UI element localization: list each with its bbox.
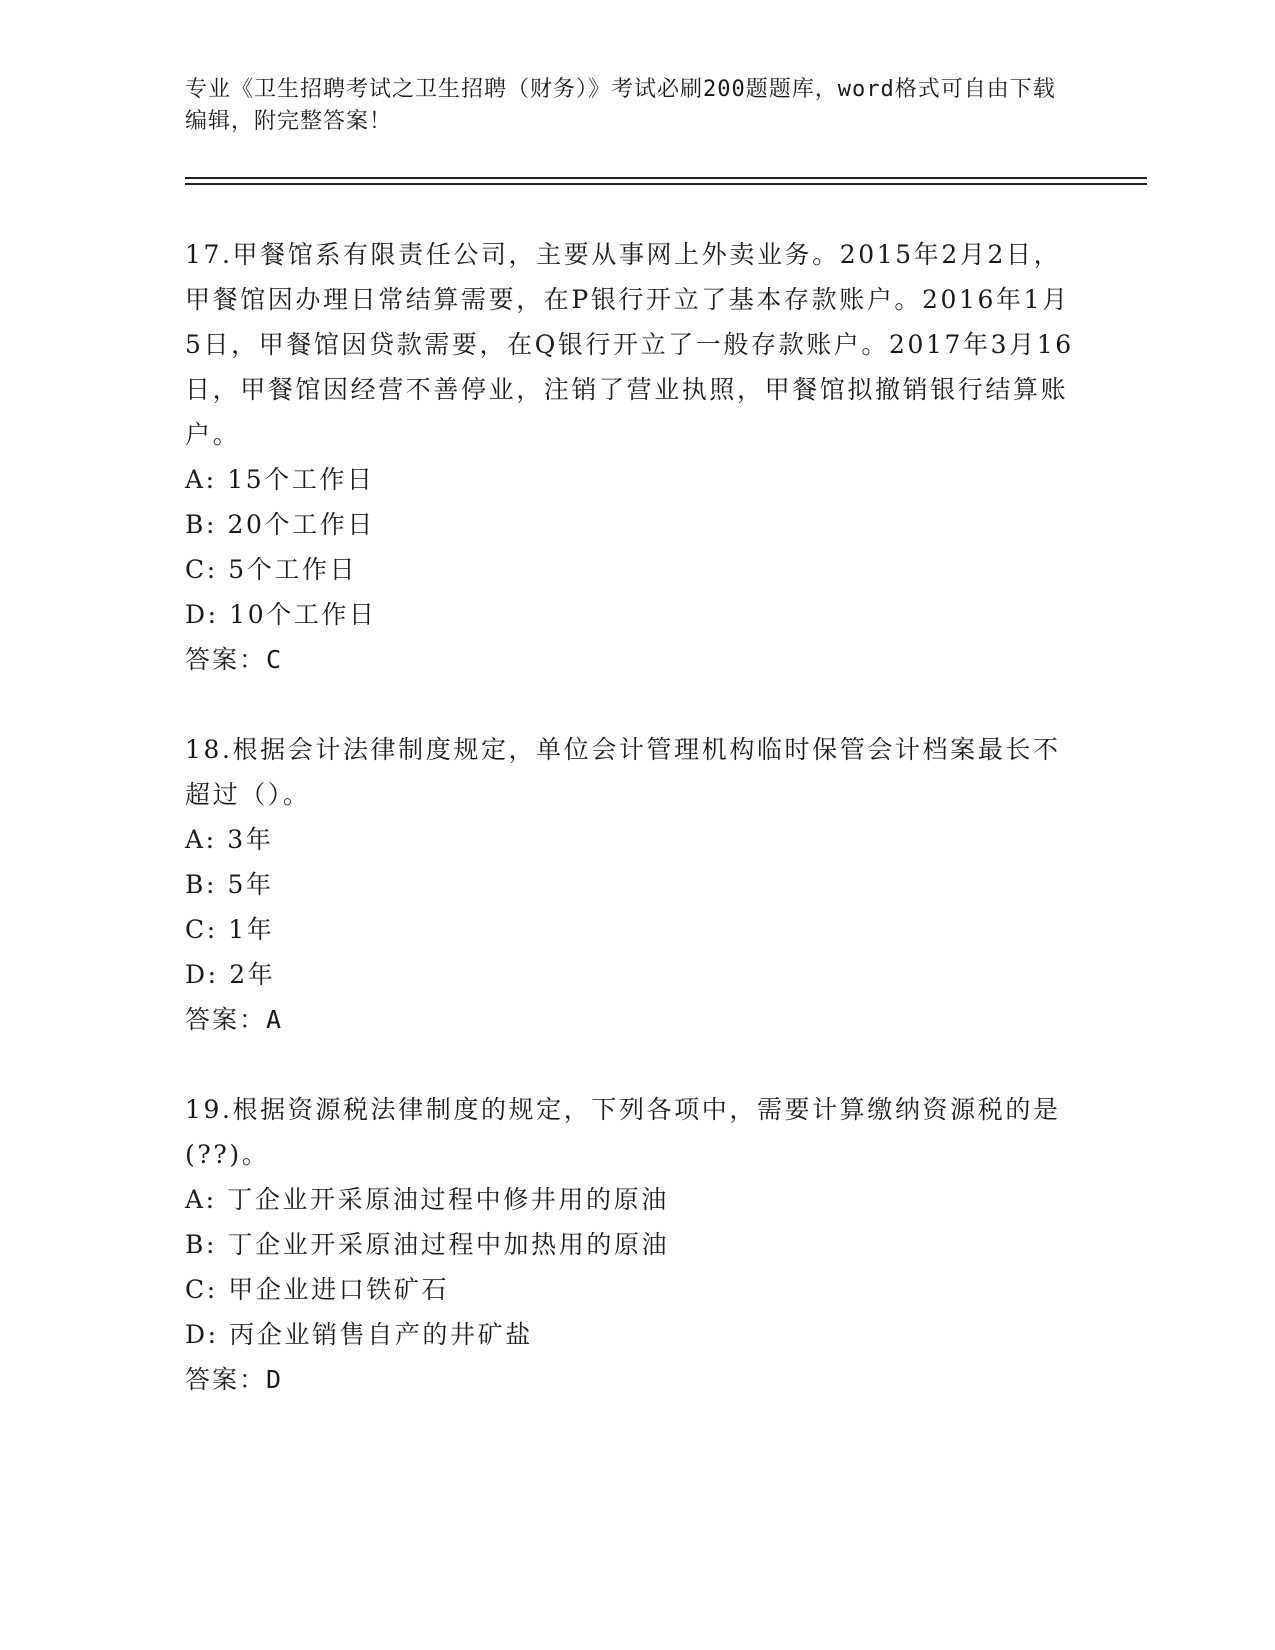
question-17	[185, 232, 1085, 682]
answer-label: 答案：	[185, 1365, 267, 1394]
option-a: A: 15个工作日	[185, 465, 375, 494]
answer-value: C	[266, 645, 283, 674]
option-a: A: 3年	[185, 825, 274, 854]
option-d: D: 10个工作日	[185, 600, 377, 629]
option-c: C: 5个工作日	[185, 555, 358, 584]
answer-value: A	[266, 1005, 283, 1034]
answer	[185, 1357, 1085, 1402]
option-a: A: 丁企业开采原油过程中修井用的原油	[185, 1185, 669, 1214]
answer	[185, 997, 1085, 1042]
answer-label: 答案：	[185, 645, 267, 674]
option-b: B: 丁企业开采原油过程中加热用的原油	[185, 1230, 670, 1259]
answer-label: 答案：	[185, 1005, 267, 1034]
answer-value: D	[266, 1365, 283, 1394]
option-b: B: 20个工作日	[185, 510, 375, 539]
document-header: 专业《卫生招聘考试之卫生招聘（财务）》考试必刷200题题库，word格式可自由下载编辑，附完整答案！	[185, 77, 1056, 134]
question-stem: 17.甲餐馆系有限责任公司，主要从事网上外卖业务。2015年2月2日，甲餐馆因办理日常结算需要，在P银行开立了基本存款账户。2016年1月5日，甲餐馆因贷款需要，在Q银行开立了一般存款账户。2017年3月16日，甲餐馆因经营不善停业，注销了营业执照，甲餐馆拟撤销银行结算账户。	[185, 240, 1074, 449]
option-c: C: 1年	[185, 915, 275, 944]
header-divider-bottom	[185, 183, 1147, 185]
option-d: D: 2年	[185, 960, 276, 989]
question-19	[185, 1087, 1085, 1402]
question-stem: 18.根据会计法律制度规定，单位会计管理机构临时保管会计档案最长不超过（）。	[185, 735, 1061, 809]
question-stem: 19.根据资源税法律制度的规定，下列各项中，需要计算缴纳资源税的是(??)。	[185, 1095, 1061, 1169]
option-c: C: 甲企业进口铁矿石	[185, 1275, 450, 1304]
option-b: B: 5年	[185, 870, 274, 899]
question-list	[185, 232, 1085, 1447]
answer	[185, 637, 1085, 682]
option-d: D: 丙企业销售自产的井矿盐	[185, 1320, 533, 1349]
header-divider-top	[185, 177, 1147, 179]
question-18	[185, 727, 1085, 1042]
